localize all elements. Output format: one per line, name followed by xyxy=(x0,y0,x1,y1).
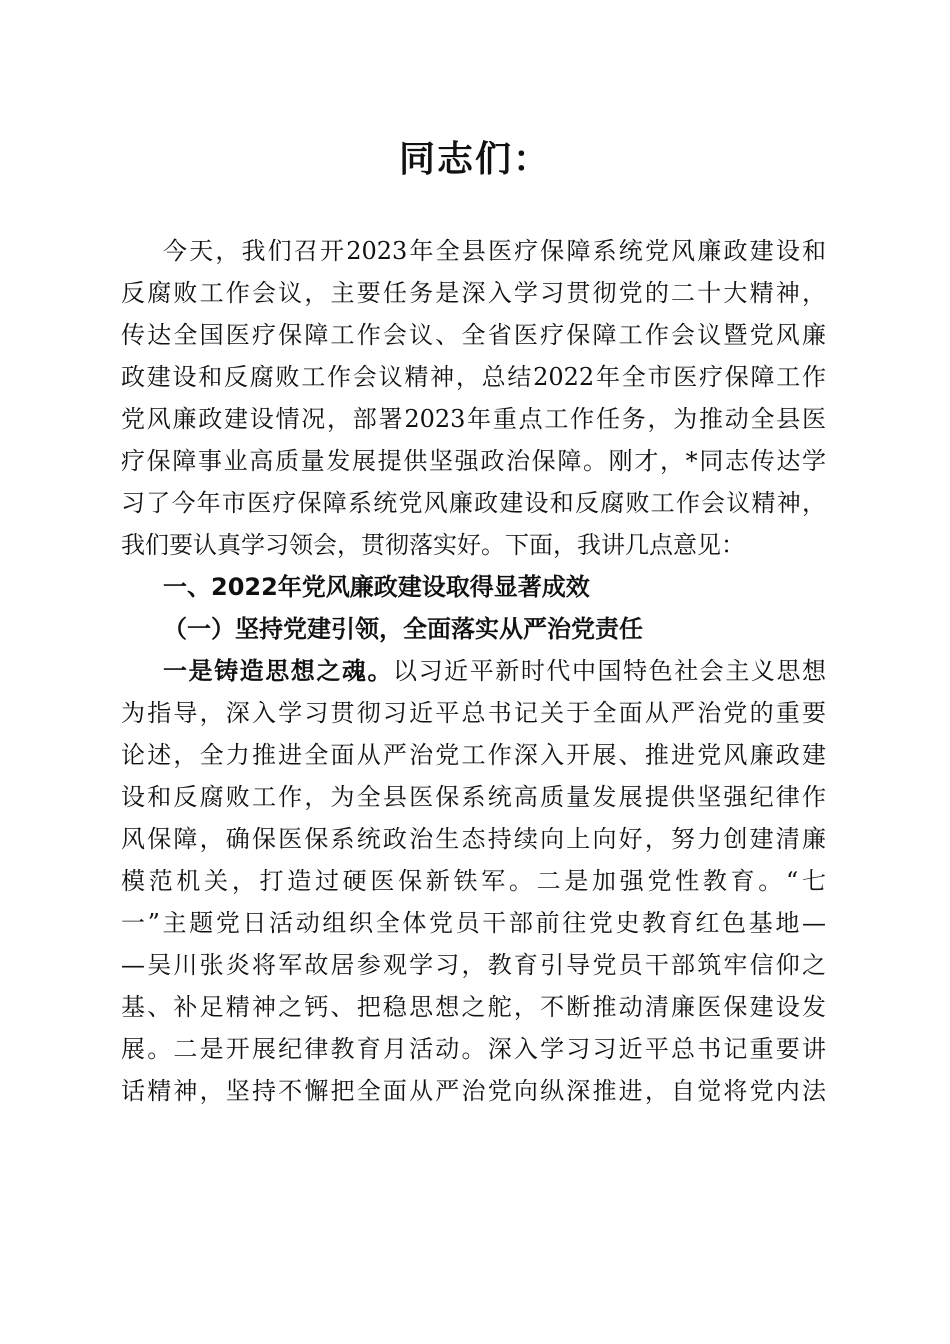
paragraph-line: 话精神，坚持不懈把全面从严治党向纵深推进，自觉将党内法 xyxy=(121,1077,826,1105)
paragraph-lead: 一是铸造思想之魂。 xyxy=(163,656,394,685)
paragraph-line: 政建设和反腐败工作会议精神，总结2022年全市医疗保障工作 xyxy=(121,363,826,391)
paragraph-line: 模范机关，打造过硬医保新铁军。二是加强党性教育。“七 xyxy=(121,867,826,895)
paragraph-line: 习了今年市医疗保障系统党风廉政建设和反腐败工作会议精神， xyxy=(121,489,826,517)
paragraph-line: 今天，我们召开2023年全县医疗保障系统党风廉政建设和 xyxy=(163,237,826,265)
paragraph-line: 一”主题党日活动组织全体党员干部前往党史教育红色基地— xyxy=(121,909,826,937)
paragraph-line xyxy=(163,651,826,691)
paragraph-line: 我们要认真学习领会，贯彻落实好。下面，我讲几点意见： xyxy=(121,531,745,559)
subsection-heading: （一）坚持党建引领，全面落实从严治党责任 xyxy=(163,614,643,643)
paragraph-line: 基、补足精神之钙、把稳思想之舵，不断推动清廉医保建设发 xyxy=(121,993,826,1021)
paragraph-line: 党风廉政建设情况，部署2023年重点工作任务，为推动全县医 xyxy=(121,405,826,433)
paragraph-line: 风保障，确保医保系统政治生态持续向上向好，努力创建清廉 xyxy=(121,825,826,853)
paragraph-line: 论述，全力推进全面从严治党工作深入开展、推进党风廉政建 xyxy=(121,741,826,769)
section-heading: 一、2022年党风廉政建设取得显著成效 xyxy=(163,573,590,601)
page-title: 同志们： xyxy=(398,139,551,180)
paragraph-line: 传达全国医疗保障工作会议、全省医疗保障工作会议暨党风廉 xyxy=(121,321,826,349)
paragraph-line: 疗保障事业高质量发展提供坚强政治保障。刚才，*同志传达学 xyxy=(121,447,826,475)
paragraph-line: 为指导，深入学习贯彻习近平总书记关于全面从严治党的重要 xyxy=(121,699,826,727)
paragraph-line: 设和反腐败工作，为全县医保系统高质量发展提供坚强纪律作 xyxy=(121,783,826,811)
paragraph-line: —吴川张炎将军故居参观学习，教育引导党员干部筑牢信仰之 xyxy=(121,951,826,979)
paragraph-line-rest: 以习近平新时代中国特色社会主义思想 xyxy=(393,657,826,685)
paragraph-line: 展。二是开展纪律教育月活动。深入学习习近平总书记重要讲 xyxy=(121,1035,826,1063)
paragraph-line: 反腐败工作会议，主要任务是深入学习贯彻党的二十大精神， xyxy=(121,279,826,307)
